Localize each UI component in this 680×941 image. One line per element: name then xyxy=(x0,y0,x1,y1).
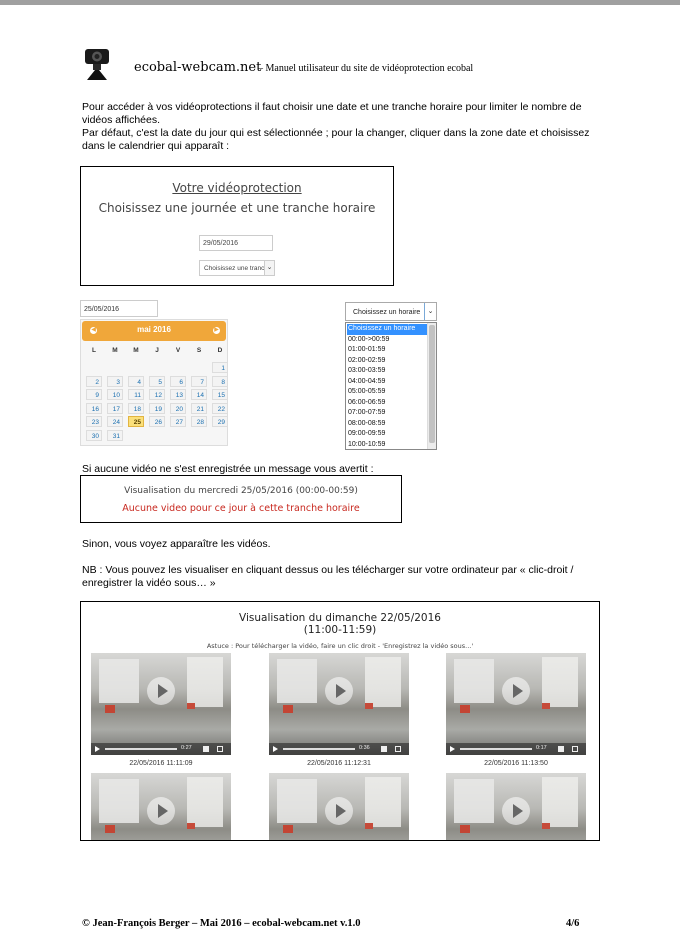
page-footer xyxy=(82,918,582,929)
video-scene-object xyxy=(105,825,115,833)
hour-option[interactable]: Choisissez un horaire xyxy=(347,324,428,335)
no-video-message-box xyxy=(80,475,402,523)
hour-option[interactable]: 07:00-07:59 xyxy=(348,409,386,416)
calendar-weekday: M xyxy=(133,347,139,354)
video-frame xyxy=(446,653,586,755)
video-thumbnail[interactable] xyxy=(446,773,586,841)
footer-copyright: © Jean-François Berger – Mai 2016 – ecobal-webcam.net v.1.0 xyxy=(82,918,361,929)
volume-icon[interactable] xyxy=(203,746,209,752)
video-controls[interactable] xyxy=(269,743,409,755)
hour-option[interactable]: 08:00-08:59 xyxy=(348,419,386,427)
dropdown-scrollbar[interactable] xyxy=(427,323,436,449)
video-scene-window xyxy=(542,657,578,707)
intro-paragraph-1: Pour accéder à vos vidéoprotections il faut choisir une date et une tranche horaire pour limiter le nombre de vidéos affichées. xyxy=(82,101,582,126)
calendar-weekday: V xyxy=(175,347,181,354)
calendar-day[interactable]: 3 xyxy=(107,376,123,387)
hour-dropdown-value: Choisissez un horaire xyxy=(353,309,421,316)
video-scene-object xyxy=(542,823,550,829)
hour-select[interactable] xyxy=(199,260,275,276)
video-frame xyxy=(91,773,231,841)
hour-option[interactable]: 00:00->00:59 xyxy=(348,335,390,343)
page-header xyxy=(82,46,602,86)
calendar-day[interactable]: 12 xyxy=(149,389,165,400)
video-scene-object xyxy=(105,705,115,713)
video-timestamp: 22/05/2016 11:13:50 xyxy=(484,760,548,767)
video-frame xyxy=(269,653,409,755)
video-scene-object xyxy=(460,825,470,833)
video-controls[interactable] xyxy=(91,743,231,755)
video-thumbnail[interactable] xyxy=(269,773,409,841)
video-scene-window xyxy=(365,657,401,707)
calendar-weekday: M xyxy=(112,347,118,354)
calendar-day[interactable]: 23 xyxy=(86,416,102,427)
video-scene-window xyxy=(99,779,139,823)
video-frame xyxy=(446,773,586,841)
video-scene-object xyxy=(365,823,373,829)
calendar-day[interactable]: 20 xyxy=(170,403,186,414)
chevron-down-icon: ⌄ xyxy=(424,303,436,320)
video-scene-object xyxy=(187,703,195,709)
video-timestamp: 22/05/2016 11:11:09 xyxy=(129,760,193,767)
calendar-day[interactable]: 28 xyxy=(191,416,207,427)
calendar-day[interactable]: 5 xyxy=(149,376,165,387)
video-scene-object xyxy=(187,823,195,829)
video-panel-title-line2: (11:00-11:59) xyxy=(303,624,377,636)
video-thumbnail[interactable] xyxy=(446,653,586,755)
calendar-day[interactable]: 17 xyxy=(107,403,123,414)
hour-option[interactable]: 09:00-09:59 xyxy=(348,430,386,437)
video-panel xyxy=(80,601,600,841)
fullscreen-icon[interactable] xyxy=(217,746,223,752)
hour-option[interactable]: 05:00-05:59 xyxy=(348,388,386,395)
volume-icon[interactable] xyxy=(381,746,387,752)
play-icon[interactable] xyxy=(450,746,455,752)
video-scene-window xyxy=(542,777,578,827)
calendar-weekday: L xyxy=(92,347,96,354)
panel-subheading: Choisissez une journée et une tranche horaire xyxy=(98,201,376,215)
no-video-title: Visualisation du mercredi 25/05/2016 (00:00-00:59) xyxy=(124,486,358,496)
video-thumbnail[interactable] xyxy=(91,773,231,841)
video-frame xyxy=(269,773,409,841)
calendar-weekday: S xyxy=(196,347,202,354)
hour-option[interactable]: 06:00-06:59 xyxy=(348,398,386,406)
calendar-day[interactable]: 6 xyxy=(170,376,186,387)
calendar-day[interactable]: 15 xyxy=(212,389,228,400)
video-scene-window xyxy=(454,659,494,703)
calendar-day[interactable]: 21 xyxy=(191,403,207,414)
calendar-day[interactable]: 7 xyxy=(191,376,207,387)
page-number: 4/6 xyxy=(566,918,580,929)
calendar-day[interactable]: 9 xyxy=(86,389,102,400)
hour-option[interactable]: 04:00-04:59 xyxy=(348,377,386,385)
no-video-warning: Aucune video pour ce jour à cette tranche horaire xyxy=(122,503,360,514)
manual-subtitle: – Manuel utilisateur du site de vidéoprotection ecobal xyxy=(258,63,474,74)
video-scene-object xyxy=(365,703,373,709)
hour-option[interactable]: 10:00-10:59 xyxy=(348,440,386,448)
video-panel-title-line1: Visualisation du dimanche 22/05/2016 xyxy=(239,612,441,624)
prev-month-icon[interactable]: ◀ xyxy=(91,327,96,333)
video-duration: 0:27 xyxy=(181,745,192,751)
play-icon[interactable] xyxy=(502,677,530,705)
play-icon[interactable] xyxy=(502,797,530,825)
page-top-border xyxy=(0,0,680,5)
volume-icon[interactable] xyxy=(558,746,564,752)
video-scene-window xyxy=(99,659,139,703)
calendar-date-input[interactable]: 25/05/2016 xyxy=(80,300,158,317)
calendar-day[interactable]: 22 xyxy=(212,403,228,414)
webcam-icon xyxy=(82,46,112,82)
calendar-day[interactable]: 30 xyxy=(86,430,102,441)
video-scene-window xyxy=(277,659,317,703)
calendar-day[interactable]: 8 xyxy=(212,376,228,387)
video-scene-window xyxy=(187,777,223,827)
calendar-day[interactable]: 16 xyxy=(86,403,102,414)
site-name: ecobal-webcam.net xyxy=(134,60,262,75)
calendar-day[interactable]: 19 xyxy=(149,403,165,414)
video-scene-window xyxy=(187,657,223,707)
calendar-weekday: J xyxy=(155,347,159,354)
video-panel-title xyxy=(81,612,599,636)
calendar-day[interactable]: 26 xyxy=(149,416,165,427)
videos-intro: Sinon, vous voyez apparaître les vidéos. xyxy=(82,538,271,550)
video-duration: 0:17 xyxy=(536,745,547,751)
calendar-day[interactable]: 25 xyxy=(128,416,144,427)
calendar-day[interactable]: 2 xyxy=(86,376,102,387)
scrollbar-thumb[interactable] xyxy=(429,325,435,443)
video-thumbnail[interactable] xyxy=(91,653,231,755)
video-progress-bar[interactable] xyxy=(283,748,355,750)
calendar-day[interactable]: 11 xyxy=(128,389,144,400)
calendar-day[interactable]: 29 xyxy=(212,416,228,427)
play-icon[interactable] xyxy=(325,677,353,705)
fullscreen-icon[interactable] xyxy=(572,746,578,752)
video-scene-object xyxy=(283,825,293,833)
no-video-intro: Si aucune vidéo ne s'est enregistrée un message vous avertit : xyxy=(82,463,374,475)
hour-dropdown[interactable] xyxy=(345,302,437,321)
video-progress-bar[interactable] xyxy=(460,748,532,750)
video-thumbnail[interactable] xyxy=(269,653,409,755)
calendar-day[interactable]: 14 xyxy=(191,389,207,400)
download-tip: Astuce : Pour télécharger la vidéo, faire un clic droit - 'Enregistrez la vidéo sous...' xyxy=(206,642,474,650)
calendar-day[interactable]: 13 xyxy=(170,389,186,400)
calendar-day[interactable]: 24 xyxy=(107,416,123,427)
video-scene-object xyxy=(283,705,293,713)
video-timestamp: 22/05/2016 11:12:31 xyxy=(307,760,371,767)
hour-option[interactable]: 01:00-01:59 xyxy=(348,346,386,353)
selector-panel xyxy=(80,166,394,286)
video-scene-window xyxy=(365,777,401,827)
next-month-icon[interactable]: ▶ xyxy=(214,327,219,333)
panel-heading: Votre vidéoprotection xyxy=(172,181,302,195)
video-scene-window xyxy=(454,779,494,823)
play-icon[interactable] xyxy=(325,797,353,825)
calendar-day[interactable]: 31 xyxy=(107,430,123,441)
hour-dropdown-list xyxy=(345,322,437,450)
video-duration: 0:36 xyxy=(359,745,370,751)
video-scene-object xyxy=(542,703,550,709)
chevron-down-icon: ⌄ xyxy=(264,261,274,275)
calendar-popup xyxy=(80,319,228,446)
hour-option[interactable]: 03:00-03:59 xyxy=(348,367,386,374)
calendar-weekday: D xyxy=(217,347,223,354)
play-icon[interactable] xyxy=(95,746,100,752)
date-input[interactable]: 29/05/2016 xyxy=(199,235,273,251)
hour-option[interactable]: 02:00-02:59 xyxy=(348,356,386,364)
video-frame xyxy=(91,653,231,755)
calendar-day[interactable]: 4 xyxy=(128,376,144,387)
fullscreen-icon[interactable] xyxy=(395,746,401,752)
calendar-month-label: mai 2016 xyxy=(137,325,171,334)
video-controls[interactable] xyxy=(446,743,586,755)
video-progress-bar[interactable] xyxy=(105,748,177,750)
calendar-day[interactable]: 1 xyxy=(212,362,228,373)
intro-paragraph-2: Par défaut, c'est la date du jour qui est sélectionnée ; pour la changer, cliquer dans la zone date et choisissez dans le calendrier qui apparaît : xyxy=(82,127,590,152)
video-scene-object xyxy=(460,705,470,713)
hour-select-value: Choisissez une tranc xyxy=(204,265,265,272)
nb-note: NB : Vous pouvez les visualiser en cliquant dessus ou les télécharger sur votre ordinateur par « clic-droit / enregistrer la vidéo sous… » xyxy=(82,564,574,589)
calendar-header xyxy=(82,321,226,341)
play-icon[interactable] xyxy=(147,677,175,705)
play-icon[interactable] xyxy=(273,746,278,752)
play-icon[interactable] xyxy=(147,797,175,825)
calendar-day[interactable]: 18 xyxy=(128,403,144,414)
calendar-day[interactable]: 27 xyxy=(170,416,186,427)
video-scene-window xyxy=(277,779,317,823)
calendar-day[interactable]: 10 xyxy=(107,389,123,400)
